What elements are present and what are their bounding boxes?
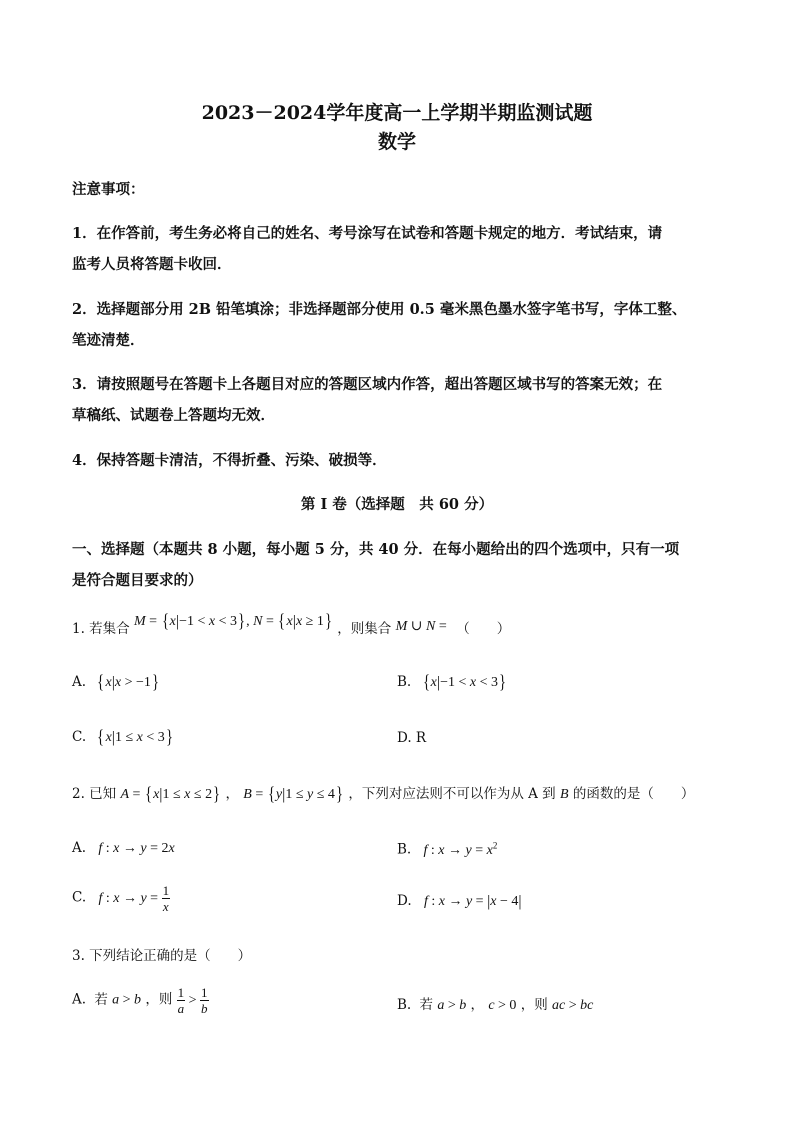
- option-condition: a > b: [112, 992, 142, 1008]
- set-a-formula: A = {x|1 ≤ x ≤ 2}: [120, 784, 221, 805]
- option-label: C.: [72, 889, 87, 906]
- question-1-option-c: [72, 727, 174, 749]
- option-label: B.: [397, 841, 412, 858]
- option-formula: f : x → y = $\frac{1}{x}$: [98, 883, 170, 914]
- question-2-b-letter: B: [559, 787, 569, 802]
- option-label: B.: [397, 674, 412, 690]
- notice-heading: 注意事项：: [72, 181, 145, 198]
- question-2-text-2: 的函数的是（ ）: [572, 786, 695, 802]
- question-2-text-1: ，下列对应法则不可以作为从 A 到: [348, 786, 556, 802]
- question-1-mid: ，则集合: [337, 621, 392, 637]
- question-2-option-b: [397, 840, 497, 859]
- notice-item-3-line-1: 3．请按照题号在答题卡上各题目对应的答题区域内作答，超出答题区域书写的答案无效；在: [72, 376, 663, 393]
- option-formula: f : x → y = 2x: [98, 841, 175, 856]
- notice-item-2-line-1: 2．选择题部分用 2B 铅笔填涂；非选择题部分使用 0.5 毫米黑色墨水签字笔书写，字体工整、: [72, 301, 687, 318]
- option-label: A.: [72, 674, 87, 690]
- question-1-option-a: [72, 672, 160, 694]
- option-condition-2: c > 0: [488, 998, 517, 1013]
- question-2-option-a: [72, 840, 175, 857]
- question-2-prefix: 2. 已知: [72, 786, 117, 802]
- section-1-line-1: 一、选择题（本题共 8 小题，每小题 5 分，共 40 分．在每小题给出的四个选项中，只有一项: [72, 541, 680, 558]
- option-label: A.: [72, 840, 87, 856]
- option-label: D.: [397, 893, 412, 909]
- notice-item-2-line-2: 笔迹清楚．: [72, 332, 145, 349]
- option-comma: ，: [470, 997, 485, 1013]
- question-2-stem: [72, 782, 694, 806]
- question-1-option-d: D. R: [397, 730, 427, 746]
- set-b-formula: B = {y|1 ≤ y ≤ 4}: [243, 784, 343, 805]
- question-3-option-b: [397, 993, 593, 1014]
- subject-title: 数学: [377, 131, 416, 153]
- question-1-sets-formula: M = {x|−1 < x < 3}, N = {x|x ≥ 1}: [133, 611, 332, 632]
- question-1-union-formula: M ∪ N =: [395, 619, 451, 634]
- option-label: A.: [72, 991, 87, 1008]
- option-formula: f : x → y = |x − 4|: [423, 893, 522, 910]
- option-formula: $\frac{1}{a}$ > $\frac{1}{b}$: [177, 985, 208, 1016]
- option-formula: ac > bc: [552, 998, 594, 1013]
- notice-item-1-line-1: 1．在作答前，考生务必将自己的姓名、考号涂写在试卷和答题卡规定的地方．考试结束，请: [72, 225, 663, 242]
- question-3-stem: 3. 下列结论正确的是（ ）: [72, 948, 252, 964]
- question-3-option-a: [72, 986, 209, 1015]
- option-formula: {x|−1 < x < 3}: [422, 672, 506, 693]
- exam-title: 2023－2024学年度高一上学期半期监测试题: [201, 102, 593, 124]
- option-if: 若: [419, 997, 434, 1013]
- option-if: 若: [94, 991, 108, 1008]
- notice-item-4: 4．保持答题卡清洁，不得折叠、污染、破损等．: [72, 452, 387, 469]
- question-2-option-c: [72, 884, 170, 913]
- option-formula: f : $x \to y = x^2$: [423, 840, 498, 858]
- option-formula: {x|x > −1}: [97, 672, 159, 693]
- option-condition: a > b: [437, 998, 467, 1013]
- notice-item-1-line-2: 监考人员将答题卡收回．: [72, 256, 232, 273]
- option-formula: {x|1 ≤ x < 3}: [97, 727, 173, 748]
- section-1-line-2: 是符合题目要求的）: [72, 572, 203, 589]
- option-label: B.: [397, 997, 412, 1013]
- question-1-option-b: [397, 672, 507, 694]
- question-2-comma: ，: [225, 786, 239, 802]
- question-1-prefix: 1. 若集合: [72, 621, 130, 637]
- part-1-heading: 第 I 卷（选择题 共 60 分）: [300, 496, 494, 513]
- question-1-paren: （ ）: [456, 621, 511, 637]
- option-then: ，则: [520, 997, 548, 1013]
- question-2-option-d: [397, 893, 522, 911]
- option-then: ，则: [145, 991, 173, 1008]
- notice-item-3-line-2: 草稿纸、试题卷上答题均无效．: [72, 407, 275, 424]
- option-label: C.: [72, 729, 87, 745]
- question-1-stem: [72, 611, 511, 641]
